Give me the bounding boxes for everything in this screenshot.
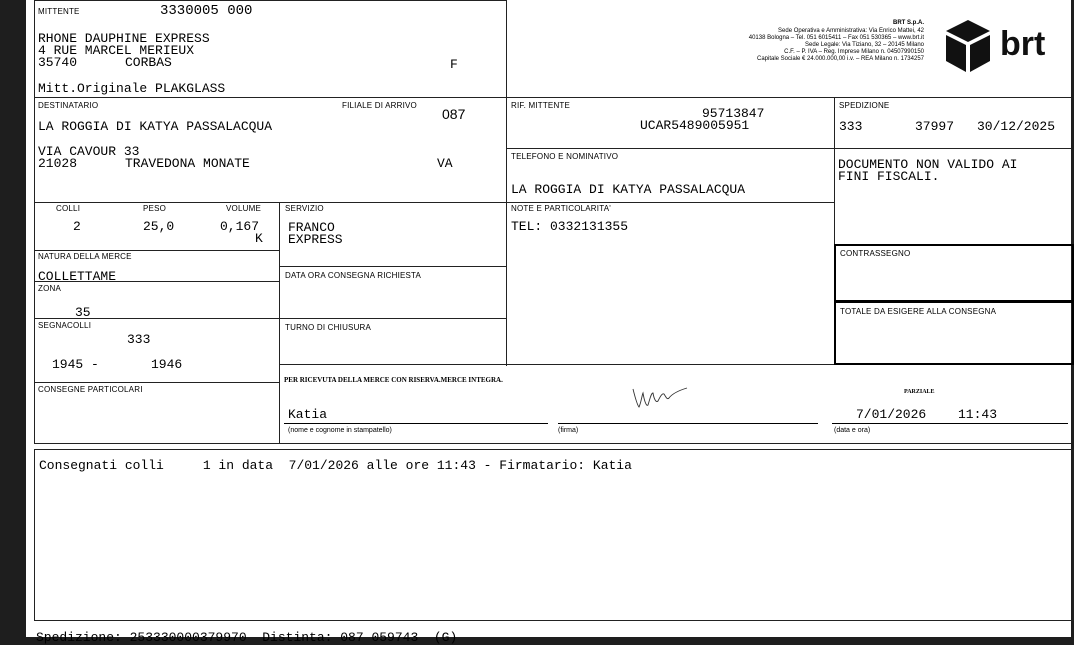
delivery-document bbox=[26, 0, 1071, 645]
sender-country: F bbox=[450, 57, 458, 72]
receipt-date: 7/01/2026 bbox=[856, 407, 927, 422]
shipment-label: SPEDIZIONE bbox=[839, 101, 890, 110]
segnacolli-to: 1946 bbox=[151, 357, 183, 372]
volume-value: 0,167 bbox=[220, 219, 260, 234]
signer-name: Katia bbox=[288, 407, 328, 422]
company-line5: Capitale Sociale € 24.000.000,00 i.v. – REA Milano n. 1734257 bbox=[756, 56, 924, 62]
recipient-city: TRAVEDONA MONATE bbox=[125, 156, 250, 171]
name-caption: (nome e cognome in stampatello) bbox=[288, 427, 392, 434]
cod-label: CONTRASSEGNO bbox=[840, 249, 911, 258]
receipt-statement: PER RICEVUTA DELLA MERCE CON RISERVA.MERCE INTEGRA. bbox=[284, 376, 503, 384]
segnacolli-from: 1945 - bbox=[52, 357, 99, 372]
delivery-note-box bbox=[34, 449, 1074, 621]
signature-caption: (firma) bbox=[558, 427, 579, 434]
peso-value: 25,0 bbox=[143, 219, 175, 234]
date-caption: (data e ora) bbox=[834, 427, 871, 434]
colli-label: COLLI bbox=[56, 204, 81, 213]
peso-label: PESO bbox=[143, 204, 167, 213]
segnacolli-label: SEGNACOLLI bbox=[38, 321, 92, 330]
colli-value: 2 bbox=[73, 219, 81, 234]
company-line2: 40138 Bologna – Tel. 051 6015411 – Fax 051 530365 – www.brt.it bbox=[748, 35, 924, 41]
shipment-notice: DOCUMENTO NON VALIDO AI bbox=[838, 157, 1018, 172]
nature-value: COLLETTAME bbox=[38, 269, 117, 284]
footer-text: Spedizione: 253330000379970 Distinta: 087 059743 (G) bbox=[36, 630, 458, 645]
arrival-branch: 087 bbox=[442, 106, 466, 122]
closing-shift-label: TURNO DI CHIUSURA bbox=[285, 323, 372, 332]
special-delivery-label: CONSEGNE PARTICOLARI bbox=[38, 385, 143, 394]
requested-date-label: DATA ORA CONSEGNA RICHIESTA bbox=[285, 271, 422, 280]
brt-logo-text: brt bbox=[1000, 25, 1046, 63]
sender-label: MITTENTE bbox=[38, 7, 80, 16]
sender-city: CORBAS bbox=[125, 55, 172, 70]
nature-label: NATURA DELLA MERCE bbox=[38, 252, 132, 261]
shipment-date: 30/12/2025 bbox=[977, 119, 1056, 134]
sender-original: Mitt.Originale PLAKGLASS bbox=[38, 81, 226, 96]
sender-reference-label: RIF. MITTENTE bbox=[511, 101, 571, 110]
brt-cube-icon bbox=[944, 18, 992, 74]
company-name: BRT S.p.A. bbox=[893, 20, 924, 26]
company-line4: C.F. – P. IVA – Reg. Imprese Milano n. 04507990150 bbox=[784, 49, 924, 55]
segnacolli-branch: 333 bbox=[127, 332, 151, 347]
delivery-note-text: Consegnati colli 1 in data 7/01/2026 alle ore 11:43 - Firmatario: Katia bbox=[39, 458, 632, 473]
volume-unit: K bbox=[255, 231, 263, 246]
arrival-branch-label: FILIALE DI ARRIVO bbox=[342, 101, 417, 110]
notes-label: NOTE E PARTICOLARITA' bbox=[511, 204, 611, 213]
shipment-notice-2: FINI FISCALI. bbox=[838, 169, 940, 184]
sender-postcode: 35740 bbox=[38, 55, 78, 70]
recipient-province: VA bbox=[437, 156, 453, 171]
company-line3: Sede Legale: Via Tiziano, 32 – 20145 Milano bbox=[805, 42, 924, 48]
recipient-postcode: 21028 bbox=[38, 156, 78, 171]
partial-label: PARZIALE bbox=[904, 389, 935, 395]
phone-label: TELEFONO E NOMINATIVO bbox=[511, 152, 619, 161]
sender-reference-code: UCAR5489005951 bbox=[640, 118, 750, 133]
recipient-name: LA ROGGIA DI KATYA PASSALACQUA bbox=[38, 119, 273, 134]
shipment-number: 37997 bbox=[915, 119, 955, 134]
service-line-1: FRANCO bbox=[288, 220, 335, 235]
phone-name: LA ROGGIA DI KATYA PASSALACQUA bbox=[511, 182, 746, 197]
signature-scribble bbox=[631, 385, 693, 411]
recipient-label: DESTINATARIO bbox=[38, 101, 99, 110]
viewer-sidebar bbox=[0, 0, 26, 637]
service-label: SERVIZIO bbox=[285, 204, 324, 213]
receipt-time: 11:43 bbox=[958, 407, 998, 422]
service-line-2: EXPRESS bbox=[288, 232, 343, 247]
shipment-branch: 333 bbox=[839, 119, 863, 134]
sender-street: 4 RUE MARCEL MERIEUX bbox=[38, 43, 195, 58]
company-line1: Sede Operativa e Amministrativa: Via Enrico Mattei, 42 bbox=[778, 28, 924, 34]
zone-value: 35 bbox=[75, 305, 91, 320]
recipient-street: VIA CAVOUR 33 bbox=[38, 144, 140, 159]
total-label: TOTALE DA ESIGERE ALLA CONSEGNA bbox=[840, 307, 997, 316]
sender-code: 3330005 000 bbox=[160, 3, 253, 19]
volume-label: VOLUME bbox=[226, 204, 261, 213]
sender-reference-number: 95713847 bbox=[702, 106, 765, 121]
notes-text: TEL: 0332131355 bbox=[511, 219, 629, 234]
zone-label: ZONA bbox=[38, 284, 62, 293]
sender-name: RHONE DAUPHINE EXPRESS bbox=[38, 31, 210, 46]
